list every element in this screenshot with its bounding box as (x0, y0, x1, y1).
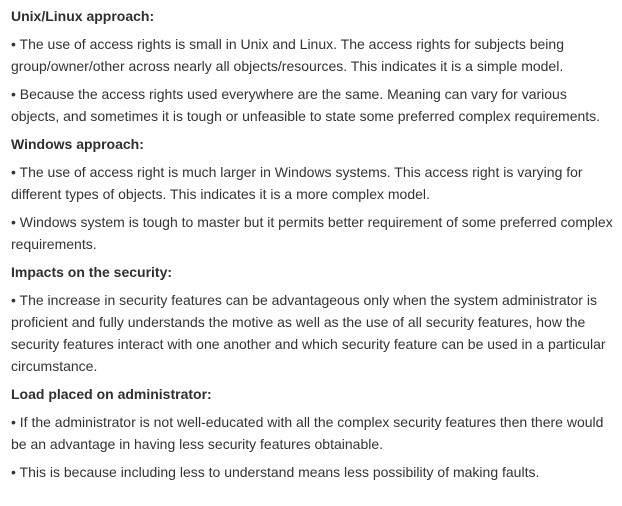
section-security-impacts (11, 261, 614, 377)
section-unix-linux (11, 5, 614, 127)
section-heading: Load placed on administrator: (11, 386, 212, 402)
section-heading: Impacts on the security: (11, 264, 173, 280)
section-administrator-load (11, 383, 614, 483)
section-windows (11, 133, 614, 255)
bullet-paragraph: • This is because including less to understand means less possibility of making faults. (11, 464, 540, 480)
bullet-paragraph: • Windows system is tough to master but it permits better requirement of some preferred complex requirements. (11, 214, 613, 252)
bullet-paragraph: • The use of access rights is small in Unix and Linux. The access rights for subjects being group/owner/other across nearly all objects/resources. This indicates it is a simple model. (11, 36, 564, 74)
bullet-paragraph: • The increase in security features can be advantageous only when the system administrator is proficient and fully understands the motive as well as the use of all security features, how the security features interact with one another and which security feature can be used in a particular circumstance. (11, 292, 606, 374)
bullet-paragraph: • Because the access rights used everywhere are the same. Meaning can vary for various objects, and sometimes it is tough or unfeasible to state some preferred complex requirements. (11, 86, 601, 124)
bullet-paragraph: • If the administrator is not well-educated with all the complex security features then there would be an advantage in having less security features obtainable. (11, 414, 604, 452)
section-heading: Unix/Linux approach: (11, 8, 155, 24)
bullet-paragraph: • The use of access right is much larger in Windows systems. This access right is varying for different types of objects. This indicates it is a more complex model. (11, 164, 583, 202)
section-heading: Windows approach: (11, 136, 144, 152)
